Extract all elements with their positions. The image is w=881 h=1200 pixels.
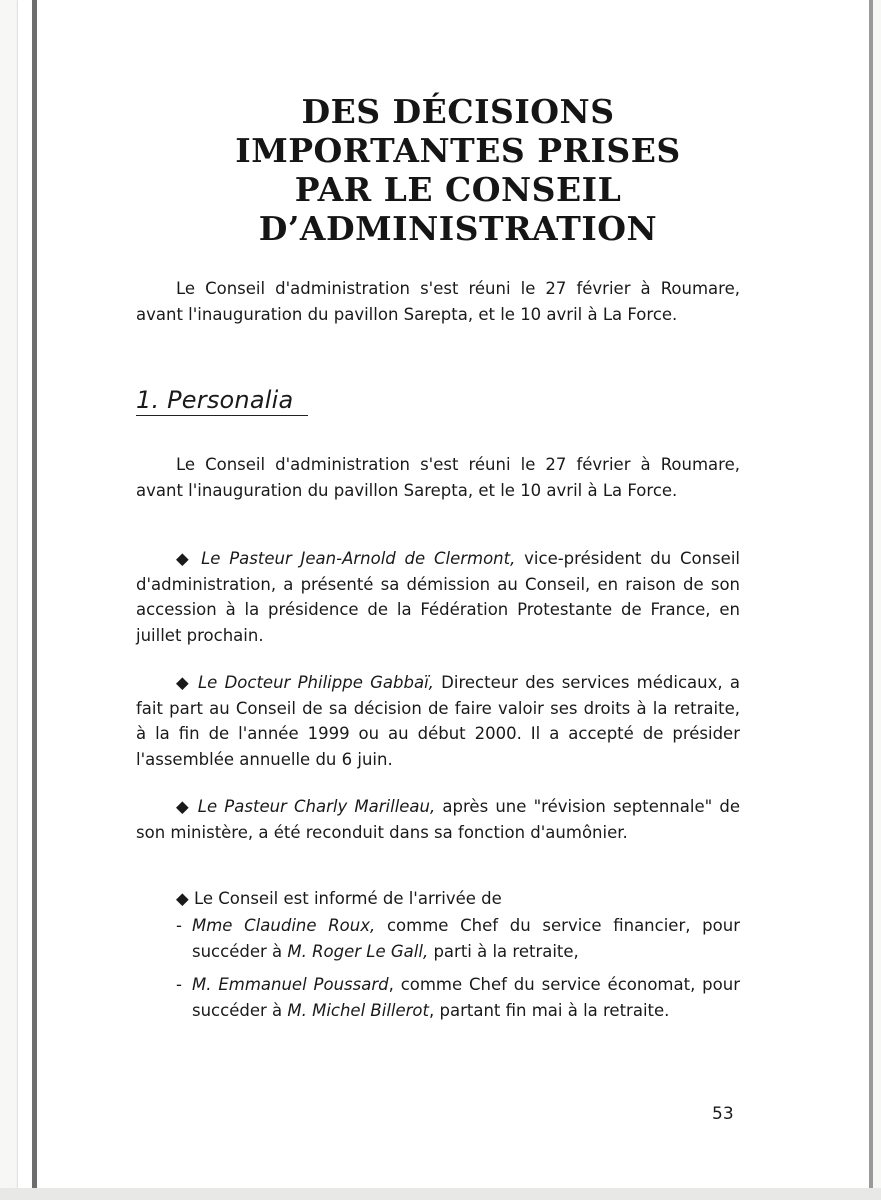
title-line: PAR LE CONSEIL	[294, 170, 622, 209]
item-text: après une "révision septennale" de son ministère, a été reconduit dans sa fonction d'aumônier.	[136, 797, 740, 842]
tail-text: parti à la retraite,	[428, 941, 579, 961]
section-heading: 1. Personalia	[136, 386, 308, 416]
document-page	[18, 0, 870, 1190]
page-binding	[32, 0, 37, 1190]
role-text: , comme Chef du service économat, pour succéder à	[192, 975, 740, 1020]
list-item	[136, 913, 740, 964]
diamond-bullet-icon: ◆	[176, 549, 193, 568]
title-line: D’ADMINISTRATION	[258, 209, 658, 248]
item-paragraph	[136, 546, 740, 648]
page-title	[118, 92, 798, 248]
predecessor-name: M. Roger Le Gall,	[287, 941, 429, 961]
diamond-bullet-icon: ◆	[176, 889, 189, 908]
page-bottom-edge	[0, 1188, 881, 1200]
dash-marker: -	[176, 975, 182, 995]
title-line: IMPORTANTES PRISES	[235, 131, 681, 170]
tail-text: , partant fin mai à la retraite.	[429, 1000, 670, 1020]
person-name: Mme Claudine Roux,	[192, 916, 376, 935]
predecessor-name: M. Michel Billerot	[287, 1000, 429, 1020]
person-name: M. Emmanuel Poussard	[192, 975, 389, 995]
arrivals-intro	[136, 886, 740, 912]
list-item	[136, 972, 740, 1023]
list-item-text	[192, 916, 740, 961]
arrivals-intro-text: Le Conseil est informé de l'arrivée de	[188, 889, 502, 908]
diamond-bullet-icon: ◆	[176, 797, 191, 816]
arrivals-list	[136, 913, 740, 1023]
role-text: comme Chef du service financier, pour succéder à	[192, 916, 740, 961]
dash-marker: -	[176, 916, 182, 935]
title-line: DES DÉCISIONS	[301, 92, 615, 131]
diamond-bullet-icon: ◆	[176, 673, 191, 692]
item-paragraph	[136, 670, 740, 772]
page-edge	[869, 0, 873, 1200]
section-intro-paragraph: Le Conseil d'administration s'est réuni le 27 février à Roumare, avant l'inauguration du pavillon Sarepta, et le 10 avril à La Force.	[136, 455, 740, 500]
item-paragraph	[136, 794, 740, 845]
page-number: 53	[712, 1104, 734, 1124]
person-name: Le Pasteur Jean-Arnold de Clermont,	[201, 549, 516, 568]
item-text: Directeur des services médicaux, a fait part au Conseil de sa décision de faire valoir ses droits à la retraite, à la fin de l'année 1999 ou au début 2000. Il a accepté de présider l'assemblée annuelle du 6 juin.	[136, 673, 740, 769]
person-name: Le Docteur Philippe Gabbaï,	[197, 673, 434, 692]
item-text: vice-président du Conseil d'administration, a présenté sa démission au Conseil, en raison de son accession à la présidence de la Fédération Protestante de France, en juillet prochain.	[136, 549, 740, 645]
intro-paragraph: Le Conseil d'administration s'est réuni le 27 février à Roumare, avant l'inauguration du pavillon Sarepta, et le 10 avril à La Force.	[136, 279, 740, 324]
person-name: Le Pasteur Charly Marilleau,	[197, 797, 436, 816]
list-item-text	[192, 975, 740, 1020]
